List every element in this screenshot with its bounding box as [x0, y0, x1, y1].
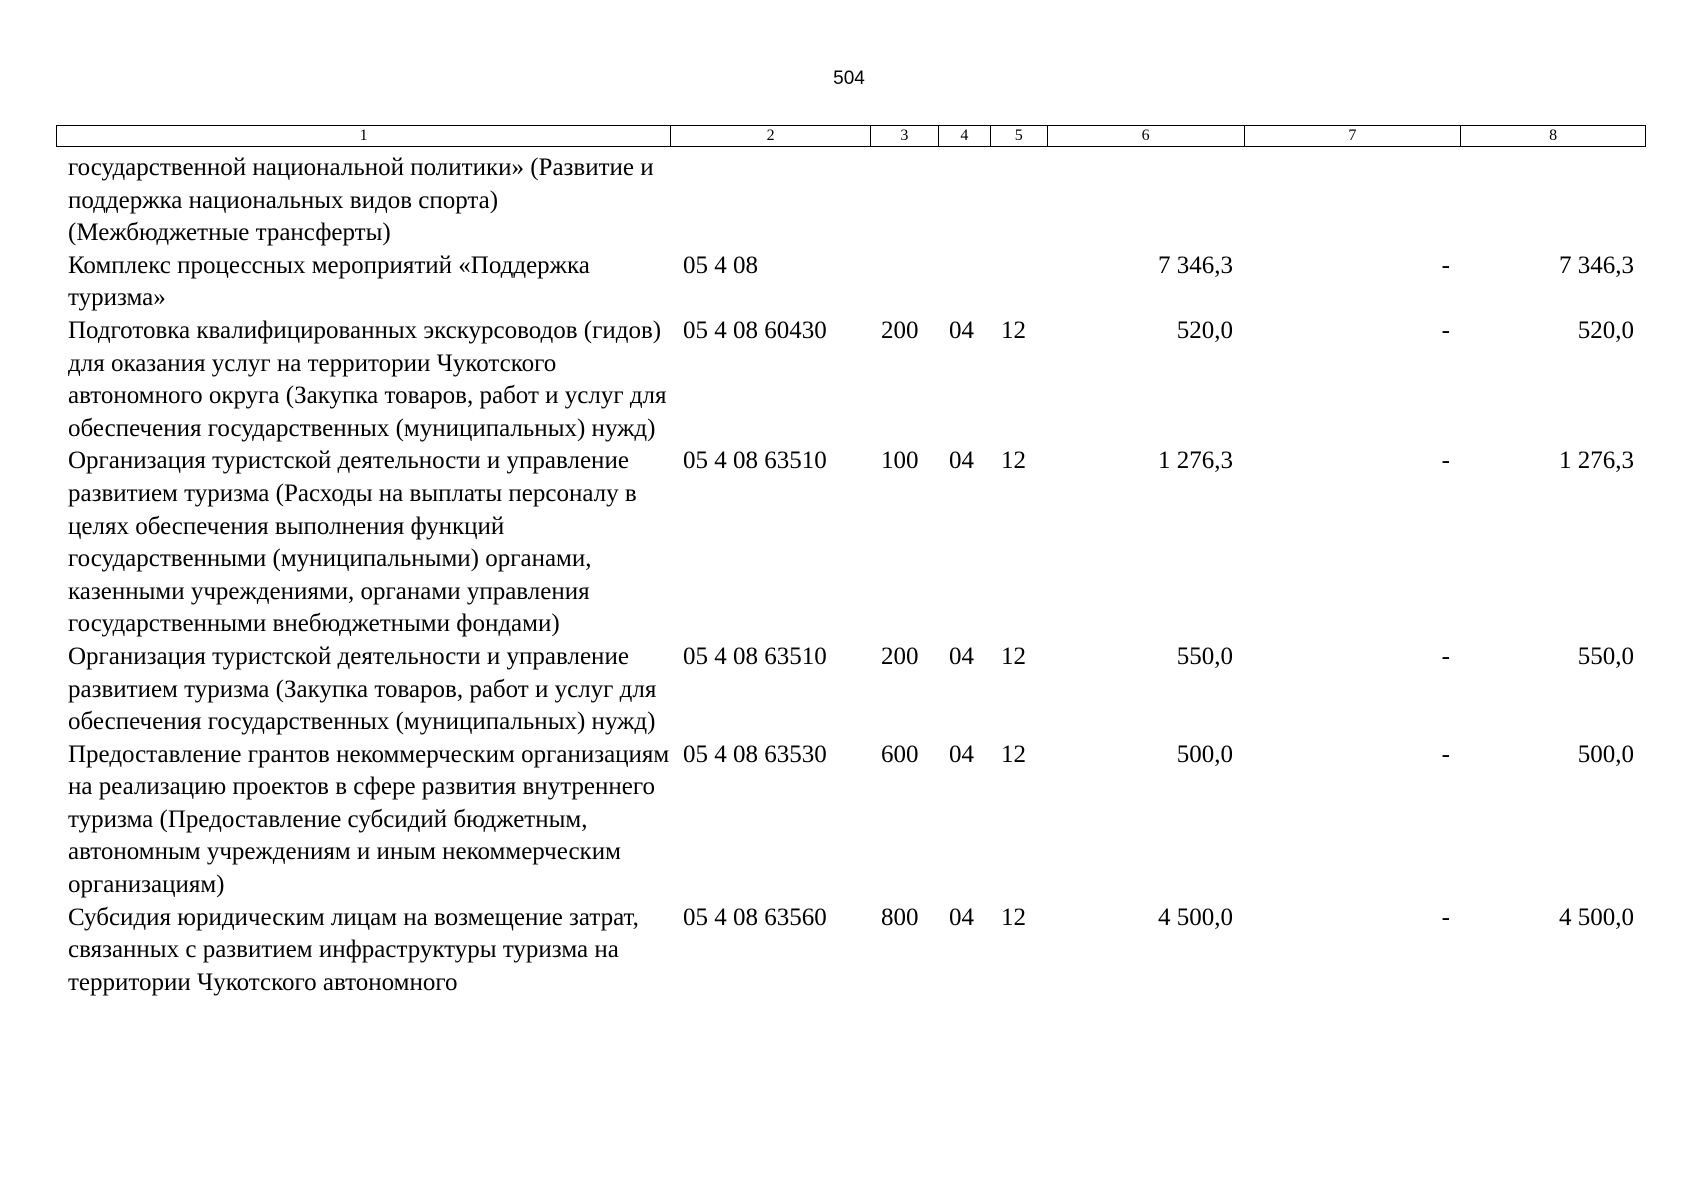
column-number-4: 4	[939, 126, 991, 146]
column-number-7: 7	[1245, 126, 1462, 146]
column-number-5: 5	[991, 126, 1048, 146]
row-total: 7 346,3	[1559, 251, 1634, 279]
row-subsection: 12	[1001, 903, 1026, 931]
row-section	[939, 250, 991, 315]
column-number-1: 1	[57, 126, 671, 146]
row-target-code: 05 4 08 63530	[683, 740, 827, 768]
row-name: Субсидия юридическим лицам на возмещение затрат, связанных с развитием инфраструктуры туризма на территории Чукотского автономного	[68, 903, 639, 996]
table-row	[56, 902, 1646, 1000]
row-target-code: 05 4 08 63510	[683, 447, 827, 475]
row-expense-type: 100	[881, 447, 919, 475]
row-change: -	[1441, 316, 1450, 344]
row-section	[939, 152, 991, 250]
column-number-2: 2	[671, 126, 871, 146]
column-number-header	[56, 125, 1646, 147]
row-change	[1245, 152, 1462, 250]
row-name: государственной национальной политики» (Развитие и поддержка национальных видов спорта) (Межбюджетные трансферты)	[68, 154, 654, 247]
row-amount: 500,0	[1176, 740, 1233, 768]
row-total: 520,0	[1577, 316, 1634, 344]
column-number-3: 3	[871, 126, 939, 146]
column-number-8: 8	[1549, 127, 1558, 144]
row-amount: 1 276,3	[1158, 447, 1233, 475]
table-row	[56, 250, 1646, 315]
row-target-code: 05 4 08 63510	[683, 642, 827, 670]
row-target-code	[671, 152, 871, 250]
row-total: 550,0	[1577, 642, 1634, 670]
row-expense-type	[871, 250, 939, 315]
row-section: 04	[949, 903, 974, 931]
row-change: -	[1441, 903, 1450, 931]
table-row	[56, 739, 1646, 902]
row-expense-type: 800	[881, 903, 919, 931]
row-name: Предоставление грантов некоммерческим организациям на реализацию проектов в сфере развития внутреннего туризма (Предоставление субсидий бюджетным, автономным учреждениям и иным некоммерческим организациям)	[68, 740, 670, 899]
row-subsection: 12	[1001, 740, 1026, 768]
row-name: Организация туристской деятельности и управление развитием туризма (Закупка товаров, работ и услуг для обеспечения государственных (муниципальных) нужд)	[68, 642, 657, 736]
table-row	[56, 315, 1646, 445]
row-expense-type: 600	[881, 740, 919, 768]
row-change: -	[1441, 251, 1450, 279]
row-change: -	[1441, 642, 1450, 670]
budget-table	[56, 152, 1646, 999]
row-name: Подготовка квалифицированных экскурсоводов (гидов) для оказания услуг на территории Чукотского автономного округа (Закупка товаров, работ и услуг для обеспечения государственных (муниципальных) нужд)	[68, 316, 667, 442]
row-total	[1462, 152, 1646, 250]
row-target-code: 05 4 08 60430	[683, 316, 827, 344]
row-section: 04	[949, 447, 974, 475]
row-amount: 520,0	[1176, 316, 1233, 344]
table-row	[56, 152, 1646, 250]
row-expense-type	[871, 152, 939, 250]
row-amount: 7 346,3	[1158, 251, 1233, 279]
row-amount: 4 500,0	[1158, 903, 1233, 931]
row-subsection	[991, 152, 1048, 250]
page-number: 504	[833, 68, 865, 89]
row-total: 4 500,0	[1559, 903, 1634, 931]
column-number-6: 6	[1048, 126, 1245, 146]
row-section: 04	[949, 642, 974, 670]
row-subsection: 12	[1001, 642, 1026, 670]
row-target-code: 05 4 08	[683, 251, 758, 279]
row-change: -	[1441, 740, 1450, 768]
row-total: 1 276,3	[1559, 447, 1634, 475]
row-total: 500,0	[1577, 740, 1634, 768]
table-row	[56, 445, 1646, 641]
row-section: 04	[949, 316, 974, 344]
row-section: 04	[949, 740, 974, 768]
row-amount: 550,0	[1176, 642, 1233, 670]
row-target-code: 05 4 08 63560	[683, 903, 827, 931]
row-amount	[1048, 152, 1245, 250]
row-expense-type: 200	[881, 316, 919, 344]
row-name: Комплекс процессных мероприятий «Поддержка туризма»	[68, 251, 590, 312]
table-row	[56, 641, 1646, 739]
row-expense-type: 200	[881, 642, 919, 670]
row-name: Организация туристской деятельности и управление развитием туризма (Расходы на выплаты персоналу в целях обеспечения выполнения функций государственными (муниципальными) органами, казенными учреждениями, органами управления государственными внебюджетными фондами)	[68, 447, 637, 638]
row-subsection: 12	[1001, 316, 1026, 344]
row-change: -	[1441, 447, 1450, 475]
row-subsection	[991, 250, 1048, 315]
row-subsection: 12	[1001, 447, 1026, 475]
